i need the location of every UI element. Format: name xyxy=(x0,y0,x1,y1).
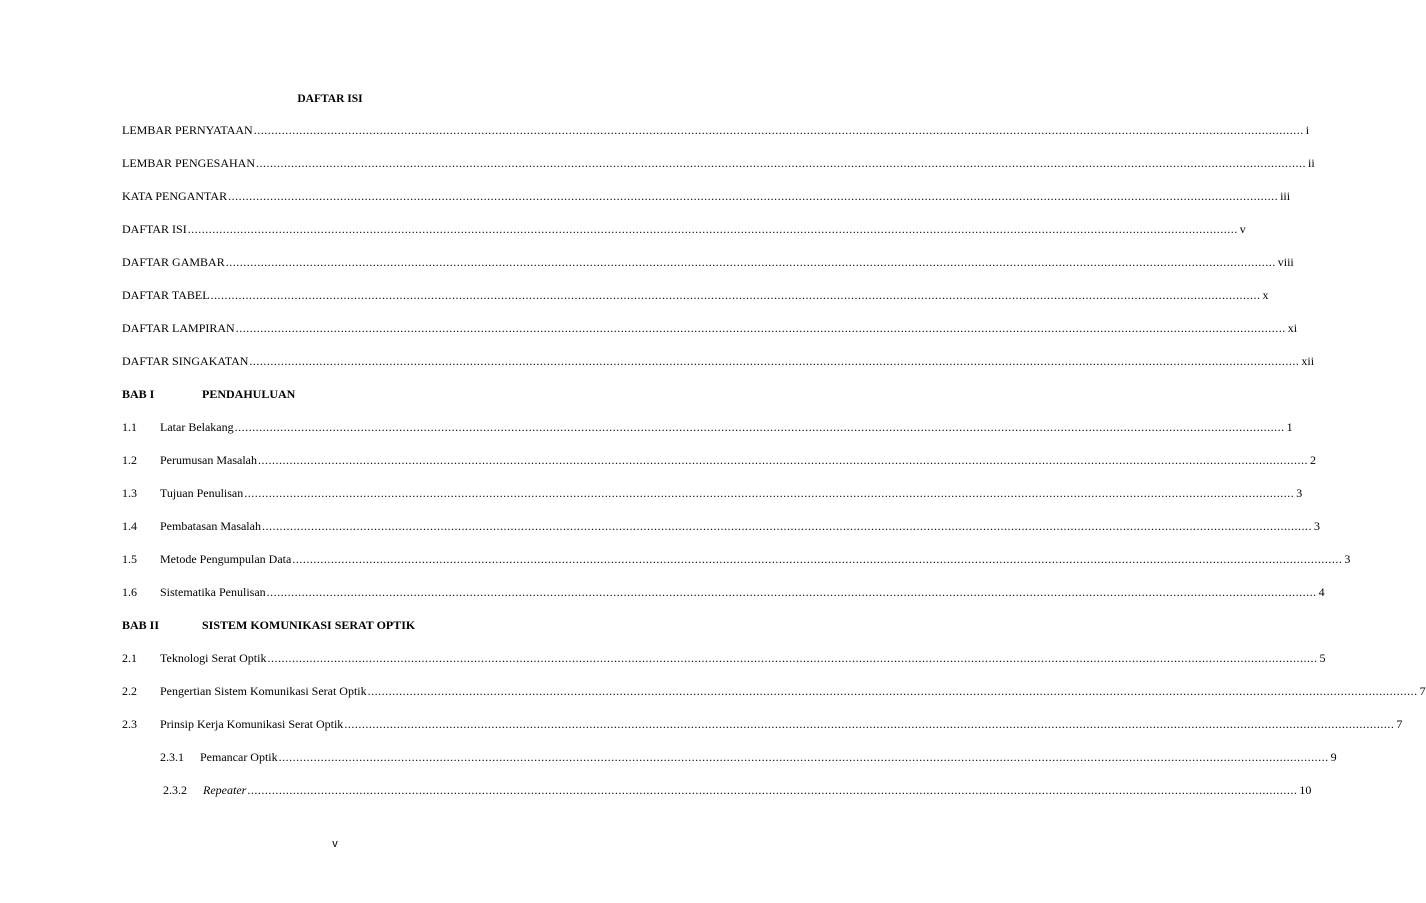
toc-entry-label: DAFTAR ISI xyxy=(122,222,187,236)
toc-entry-daftar-lampiran[interactable] xyxy=(122,320,1298,336)
section-number: 1.4 xyxy=(122,519,137,533)
toc-entry-page: viii xyxy=(1277,255,1294,269)
dot-leader: ............................................................................................................................................................................................................................................................................................................ xyxy=(253,123,1304,137)
toc-entry-page: i xyxy=(1305,123,1310,137)
toc-entry-page: v xyxy=(1239,222,1246,236)
section-number: 1.2 xyxy=(122,453,137,467)
section-number: 1.3 xyxy=(122,486,137,500)
toc-entry-page: 2 xyxy=(1309,453,1316,467)
dot-leader: ............................................................................................................................................................................................................................................................................................................ xyxy=(247,783,1298,797)
toc-entry-kata-pengantar[interactable] xyxy=(122,188,1291,204)
toc-entry-page: x xyxy=(1262,288,1269,302)
dot-leader: ............................................................................................................................................................................................................................................................................................................ xyxy=(210,288,1261,302)
toc-entry-page: 1 xyxy=(1286,420,1293,434)
toc-entry-page: 7 xyxy=(1396,717,1403,731)
section-number: 2.1 xyxy=(122,651,137,665)
toc-entry-page: 4 xyxy=(1318,585,1325,599)
section-number: 2.2 xyxy=(122,684,137,698)
section-number: 2.3 xyxy=(122,717,137,731)
toc-entry-page: 3 xyxy=(1296,486,1303,500)
chapter-number: BAB I xyxy=(122,387,155,401)
toc-entry-daftar-isi[interactable] xyxy=(122,221,1246,237)
dot-leader: ............................................................................................................................................................................................................................................................................................................ xyxy=(278,750,1329,764)
dot-leader: ............................................................................................................................................................................................................................................................................................................ xyxy=(267,651,1318,665)
toc-entry-page: iii xyxy=(1280,189,1291,203)
toc-entry-label: Pemancar Optik xyxy=(200,750,278,764)
dot-leader: ............................................................................................................................................................................................................................................................................................................ xyxy=(187,222,1238,236)
section-number: 1.6 xyxy=(122,585,137,599)
dot-leader: ............................................................................................................................................................................................................................................................................................................ xyxy=(367,684,1418,698)
toc-entry-daftar-tabel[interactable] xyxy=(122,287,1269,303)
toc-entry-2-3-1[interactable] xyxy=(122,749,1337,765)
toc-entry-page: xii xyxy=(1301,354,1315,368)
dot-leader: ............................................................................................................................................................................................................................................................................................................ xyxy=(235,321,1286,335)
toc-entry-label: Repeater xyxy=(203,783,247,797)
toc-entry-page: 3 xyxy=(1313,519,1320,533)
toc-entry-page: xi xyxy=(1287,321,1298,335)
dot-leader: ............................................................................................................................................................................................................................................................................................................ xyxy=(344,717,1395,731)
dot-leader: ............................................................................................................................................................................................................................................................................................................ xyxy=(244,486,1295,500)
dot-leader: ............................................................................................................................................................................................................................................................................................................ xyxy=(249,354,1300,368)
section-number: 2.3.2 xyxy=(163,783,187,797)
toc-entry-label: DAFTAR SINGAKATAN xyxy=(122,354,249,368)
toc-entry-page: 3 xyxy=(1344,552,1351,566)
page-number-footer: v xyxy=(332,838,338,850)
toc-entry-2-2[interactable] xyxy=(122,683,1426,699)
chapter-title: SISTEM KOMUNIKASI SERAT OPTIK xyxy=(202,618,416,632)
toc-entry-1-3[interactable] xyxy=(122,485,1303,501)
toc-entry-lembar-pengesahan[interactable] xyxy=(122,155,1315,171)
toc-entry-label: Teknologi Serat Optik xyxy=(160,651,267,665)
toc-entry-label: Metode Pengumpulan Data xyxy=(160,552,292,566)
toc-entry-page: ii xyxy=(1308,156,1315,170)
toc-entry-label: DAFTAR GAMBAR xyxy=(122,255,225,269)
section-number: 2.3.1 xyxy=(160,750,184,764)
chapter-title: PENDAHULUAN xyxy=(202,387,296,401)
toc-entry-page: 10 xyxy=(1299,783,1312,797)
chapter-heading-bab-2[interactable] xyxy=(122,617,572,633)
toc-entry-label: DAFTAR TABEL xyxy=(122,288,210,302)
dot-leader: ............................................................................................................................................................................................................................................................................................................ xyxy=(225,255,1276,269)
toc-entry-page: 5 xyxy=(1319,651,1326,665)
dot-leader: ............................................................................................................................................................................................................................................................................................................ xyxy=(292,552,1343,566)
page-title: DAFTAR ISI xyxy=(297,93,363,105)
toc-entry-label: Tujuan Penulisan xyxy=(160,486,244,500)
toc-entry-1-6[interactable] xyxy=(122,584,1325,600)
toc-entry-1-4[interactable] xyxy=(122,518,1320,534)
toc-entry-label: LEMBAR PENGESAHAN xyxy=(122,156,256,170)
dot-leader: ............................................................................................................................................................................................................................................................................................................ xyxy=(261,519,1312,533)
toc-entry-lembar-pernyataan[interactable] xyxy=(122,122,1310,138)
dot-leader: ............................................................................................................................................................................................................................................................................................................ xyxy=(228,189,1279,203)
toc-entry-page: 7 xyxy=(1419,684,1426,698)
toc-entry-label: Sistematika Penulisan xyxy=(160,585,266,599)
chapter-number: BAB II xyxy=(122,618,160,632)
dot-leader: ............................................................................................................................................................................................................................................................................................................ xyxy=(256,156,1307,170)
dot-leader: ............................................................................................................................................................................................................................................................................................................ xyxy=(234,420,1285,434)
toc-entry-label: Pengertian Sistem Komunikasi Serat Optik xyxy=(160,684,367,698)
section-number: 1.5 xyxy=(122,552,137,566)
toc-entry-label: Perumusan Masalah xyxy=(160,453,257,467)
dot-leader: ............................................................................................................................................................................................................................................................................................................ xyxy=(266,585,1317,599)
section-number: 1.1 xyxy=(122,420,137,434)
toc-entry-1-5[interactable] xyxy=(122,551,1351,567)
toc-entry-2-3[interactable] xyxy=(122,716,1403,732)
toc-entry-label: KATA PENGANTAR xyxy=(122,189,228,203)
toc-entry-1-2[interactable] xyxy=(122,452,1316,468)
toc-entry-label: Latar Belakang xyxy=(160,420,234,434)
toc-entry-2-1[interactable] xyxy=(122,650,1326,666)
toc-entry-label: Prinsip Kerja Komunikasi Serat Optik xyxy=(160,717,344,731)
toc-entry-daftar-gambar[interactable] xyxy=(122,254,1294,270)
toc-entry-daftar-singakatan[interactable] xyxy=(122,353,1315,369)
toc-entry-2-3-2[interactable] xyxy=(122,782,1312,798)
toc-entry-label: LEMBAR PERNYATAAN xyxy=(122,123,253,137)
dot-leader: ............................................................................................................................................................................................................................................................................................................ xyxy=(257,453,1308,467)
toc-entry-1-1[interactable] xyxy=(122,419,1293,435)
toc-entry-page: 9 xyxy=(1330,750,1337,764)
toc-entry-label: Pembatasan Masalah xyxy=(160,519,261,533)
toc-entry-label: DAFTAR LAMPIRAN xyxy=(122,321,235,335)
chapter-heading-bab-1[interactable] xyxy=(122,386,572,402)
